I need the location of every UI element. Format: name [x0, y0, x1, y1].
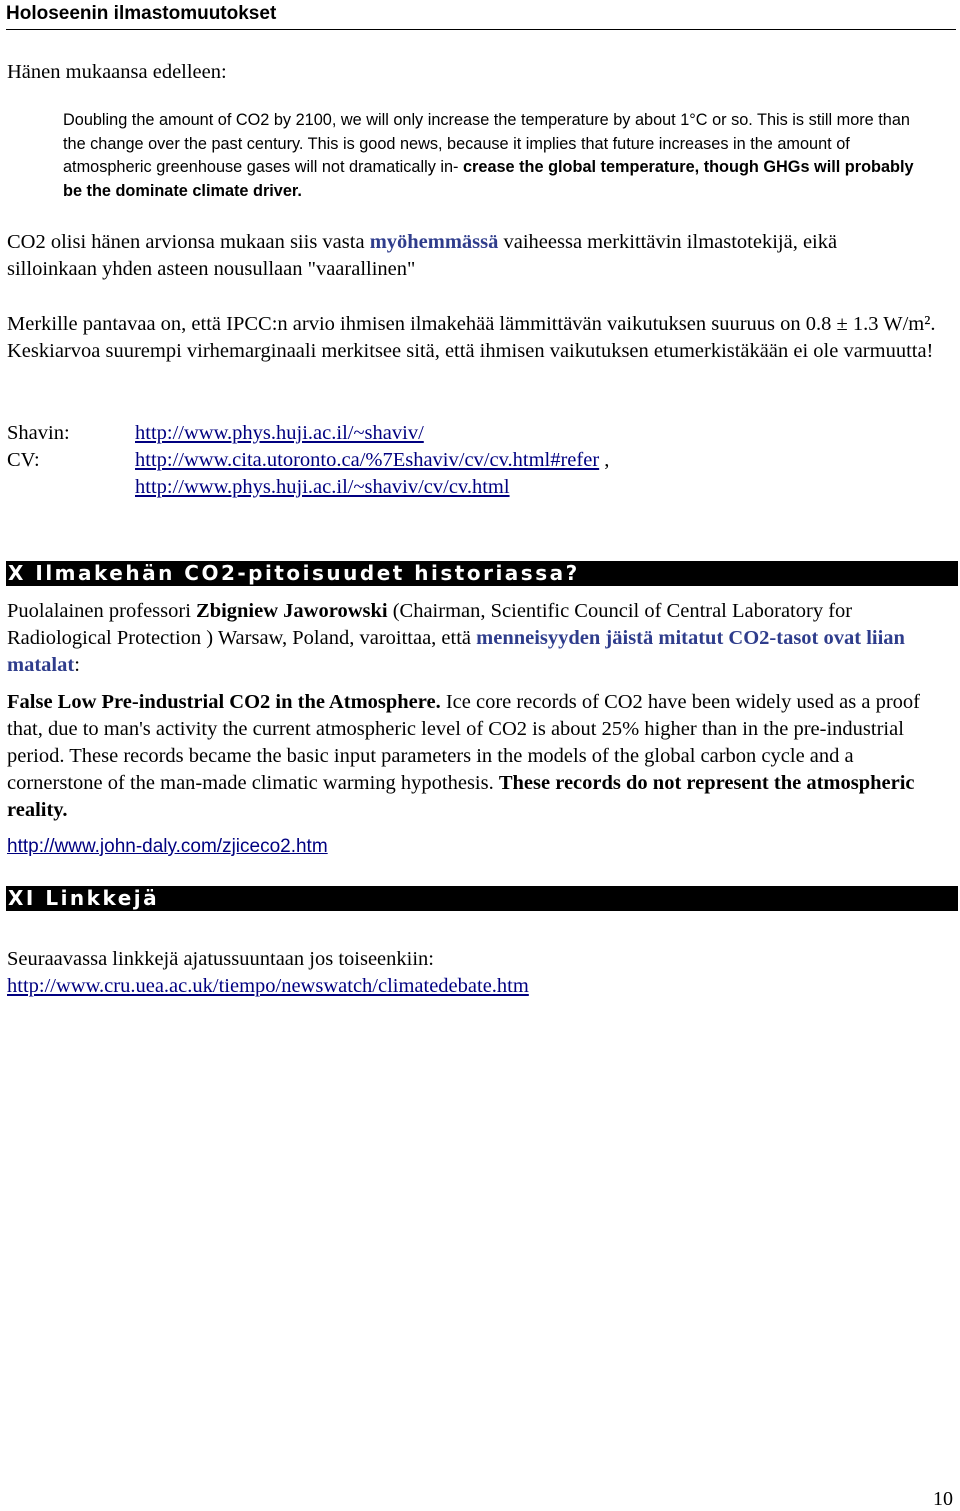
cv-separator: ,: [599, 449, 610, 471]
page-number: 10: [933, 1488, 953, 1510]
links-block: [7, 420, 609, 501]
cv-link-huji[interactable]: http://www.phys.huji.ac.il/~shaviv/cv/cv.html: [135, 476, 510, 498]
cv-label: CV:: [7, 449, 40, 471]
cv-link-cita[interactable]: http://www.cita.utoronto.ca/%7Eshaviv/cv/cv.html#refer: [135, 449, 600, 471]
para4-bold-end: These records do not represent the atmospheric reality.: [7, 772, 915, 821]
john-daly-link-container: [7, 836, 328, 858]
paragraph-ipcc: Merkille pantavaa on, että IPCC:n arvio ihmisen ilmakehää lämmittävän vaikutuksen suuruus on 0.8 ± 1.3 W/m². Keskiarvoa suurempi virhemarginaali merkitsee sitä, että ihmisen vaikutuksen etumerkistäkään ei ole varmuutta!: [7, 313, 936, 362]
para1-text-end: vaiheessa merkittävin ilmastotekijä, eikä silloinkaan yhden asteen nousullaan "vaarallinen": [7, 231, 838, 280]
para3-highlight: menneisyyden jäistä mitatut CO2-tasot ovat liian matalat: [7, 627, 905, 676]
section-heading-xi: XI Linkkejä: [6, 886, 958, 911]
cv-link-row: [7, 447, 609, 474]
paragraph-jaworowski: [7, 598, 942, 679]
john-daly-link[interactable]: http://www.john-daly.com/zjiceco2.htm: [7, 836, 328, 857]
person-name: Zbigniew Jaworowski: [196, 600, 388, 622]
para1-highlight: myöhemmässä: [369, 231, 499, 253]
shaviv-link-row: [7, 420, 609, 447]
para1-text-start: CO2 olisi hänen arvionsa mukaan siis vasta: [7, 231, 370, 253]
page-title: Holoseenin ilmastomuutokset: [6, 3, 277, 24]
quote-bold-text: crease the global temperature, though GHGs will probably be the dominate climate driver.: [63, 158, 914, 200]
cru-link[interactable]: http://www.cru.uea.ac.uk/tiempo/newswatch/climatedebate.htm: [7, 975, 529, 997]
paragraph-links: [7, 946, 942, 1000]
quote-text: Doubling the amount of CO2 by 2100, we will only increase the temperature by about 1°C or so. This is still more than the change over the past century. This is good news, because it implies that future increases in the amount of atmospheric greenhouse gases will not dramatically in-: [63, 111, 910, 176]
links-intro-text: Seuraavassa linkkejä ajatussuuntaan jos toiseenkiin:: [7, 948, 434, 970]
para3-text-start: Puolalainen professori: [7, 600, 197, 622]
intro-text: Hänen mukaansa edelleen:: [7, 61, 227, 83]
shaviv-link[interactable]: http://www.phys.huji.ac.il/~shaviv/: [135, 422, 424, 444]
shaviv-label: Shavin:: [7, 422, 70, 444]
para4-bold-title: False Low Pre-industrial CO2 in the Atmosphere.: [7, 691, 441, 713]
section-heading-x: X Ilmakehän CO2-pitoisuudet historiassa?: [6, 561, 958, 586]
para3-text-middle: (Chairman, Scientific Council of Central Laboratory for Radiological Protection ) Warsaw, Poland, varoittaa, että: [7, 600, 853, 649]
quote-block: [63, 109, 923, 203]
cv-link-row-2: [7, 474, 609, 501]
paragraph-co2-estimate: [7, 229, 932, 283]
paragraph-ice-core: [7, 689, 942, 824]
para3-text-end: :: [74, 654, 80, 676]
para4-text: Ice core records of CO2 have been widely used as a proof that, due to man's activity the current atmospheric level of CO2 is about 25% higher than in the pre-industrial period. These records became the basic input parameters in the models of the global carbon cycle and a cornerstone of the man-made climatic warming hypothesis.: [7, 691, 921, 794]
page-header: [6, 2, 956, 30]
